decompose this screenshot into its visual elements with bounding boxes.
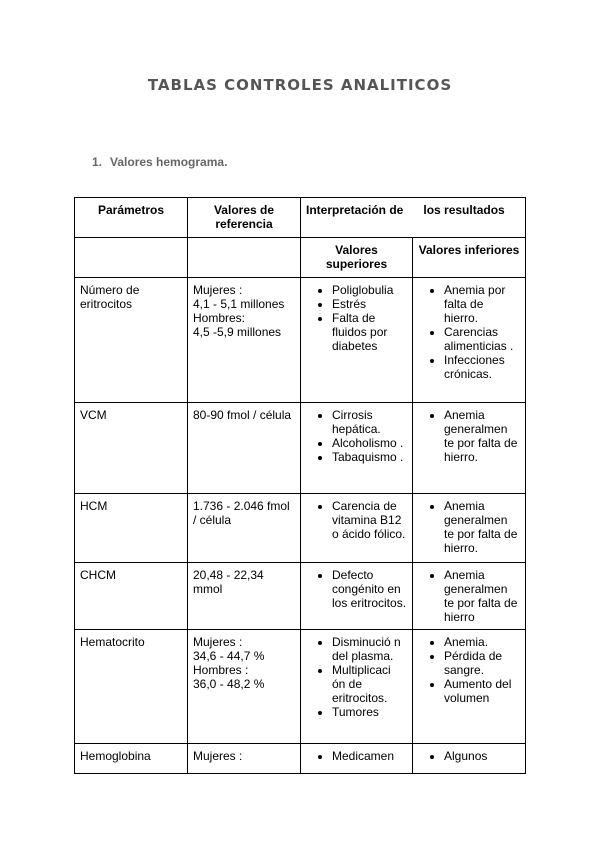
cell-valores-superiores — [301, 630, 413, 744]
document-title: TABLAS CONTROLES ANALITICOS — [147, 76, 453, 94]
bullet-list — [418, 283, 520, 381]
bullet-list — [306, 283, 407, 353]
list-item: • Anemia. — [444, 635, 520, 649]
cell-valores-inferiores — [413, 278, 526, 403]
cell-valores-superiores — [301, 563, 413, 630]
hemograma-table — [74, 197, 526, 774]
table-row — [75, 278, 526, 403]
header-valores-inferiores: Valores inferiores — [413, 238, 526, 278]
table-row — [75, 630, 526, 744]
bullet-list — [306, 749, 407, 763]
bullet-list — [418, 408, 520, 464]
cell-parametro: VCM — [75, 403, 188, 494]
cell-parametro: Hemoglobina — [75, 744, 188, 774]
header-interp-b: los resultados — [423, 203, 505, 217]
bullet-list — [418, 749, 520, 763]
list-item: • Tumores — [332, 705, 407, 719]
table-row — [75, 744, 526, 774]
header-interp-a: Interpretación de — [306, 203, 404, 217]
bullet-list — [306, 408, 407, 464]
list-item: • Infecciones crónicas. — [444, 353, 520, 381]
table-header-row — [75, 198, 526, 238]
header-interpretacion — [301, 198, 526, 238]
table-row — [75, 403, 526, 494]
cell-valores-inferiores — [413, 744, 526, 774]
list-item: • Multiplicaci ón de eritrocitos. — [332, 663, 407, 705]
list-item: • Falta de fluidos por diabetes — [332, 311, 407, 353]
bullet-list — [306, 635, 407, 719]
cell-valores-inferiores — [413, 494, 526, 563]
list-item: • Cirrosis hepática. — [332, 408, 407, 436]
table-row — [75, 494, 526, 563]
list-item: • Pérdida de sangre. — [444, 649, 520, 677]
list-item: • Anemia generalmen te por falta de hierro. — [444, 408, 520, 464]
cell-parametro: Hematocrito — [75, 630, 188, 744]
table-subheader-row — [75, 238, 526, 278]
list-item: • Poliglobulia — [332, 283, 407, 297]
bullet-list — [418, 635, 520, 705]
section-heading — [92, 155, 227, 169]
bullet-list — [306, 568, 407, 610]
cell-valores-inferiores — [413, 563, 526, 630]
list-item: • Disminució n del plasma. — [332, 635, 407, 663]
list-item: • Medicamen — [332, 749, 407, 763]
list-item: • Defecto congénito en los eritrocitos. — [332, 568, 407, 610]
cell-valores-superiores — [301, 494, 413, 563]
subheader-empty-2 — [188, 238, 301, 278]
cell-valor-referencia: Mujeres : 4,1 - 5,1 millones Hombres: 4,5 -5,9 millones — [188, 278, 301, 403]
list-item: • Tabaquismo . — [332, 450, 407, 464]
list-item: • Anemia generalmen te por falta de hierro — [444, 568, 520, 624]
cell-valores-inferiores — [413, 630, 526, 744]
list-item: • Anemia generalmen te por falta de hierro. — [444, 499, 520, 555]
list-item: • Alcoholismo . — [332, 436, 407, 450]
cell-valores-superiores — [301, 403, 413, 494]
list-item: • Carencias alimenticias . — [444, 325, 520, 353]
header-valores-referencia: Valores de referencia — [188, 198, 301, 238]
header-valores-superiores: Valores superiores — [301, 238, 413, 278]
cell-parametro: HCM — [75, 494, 188, 563]
cell-valor-referencia: Mujeres : — [188, 744, 301, 774]
cell-parametro: Número de eritrocitos — [75, 278, 188, 403]
cell-valor-referencia: 20,48 - 22,34 mmol — [188, 563, 301, 630]
cell-valor-referencia: 1.736 - 2.046 fmol / célula — [188, 494, 301, 563]
cell-valor-referencia: Mujeres : 34,6 - 44,7 % Hombres : 36,0 - 48,2 % — [188, 630, 301, 744]
bullet-list — [418, 568, 520, 624]
subheader-empty-1 — [75, 238, 188, 278]
table-row — [75, 563, 526, 630]
bullet-list — [306, 499, 407, 541]
section-number: 1. — [92, 155, 103, 169]
cell-parametro: CHCM — [75, 563, 188, 630]
cell-valores-superiores — [301, 744, 413, 774]
list-item: • Carencia de vitamina B12 o ácido fólico. — [332, 499, 407, 541]
bullet-list — [418, 499, 520, 555]
cell-valor-referencia: 80-90 fmol / célula — [188, 403, 301, 494]
list-item: • Estrés — [332, 297, 407, 311]
cell-valores-superiores — [301, 278, 413, 403]
list-item: • Anemia por falta de hierro. — [444, 283, 520, 325]
cell-valores-inferiores — [413, 403, 526, 494]
section-label: Valores hemograma. — [110, 155, 228, 169]
header-parametros: Parámetros — [75, 198, 188, 238]
list-item: • Algunos — [444, 749, 520, 763]
list-item: • Aumento del volumen — [444, 677, 520, 705]
